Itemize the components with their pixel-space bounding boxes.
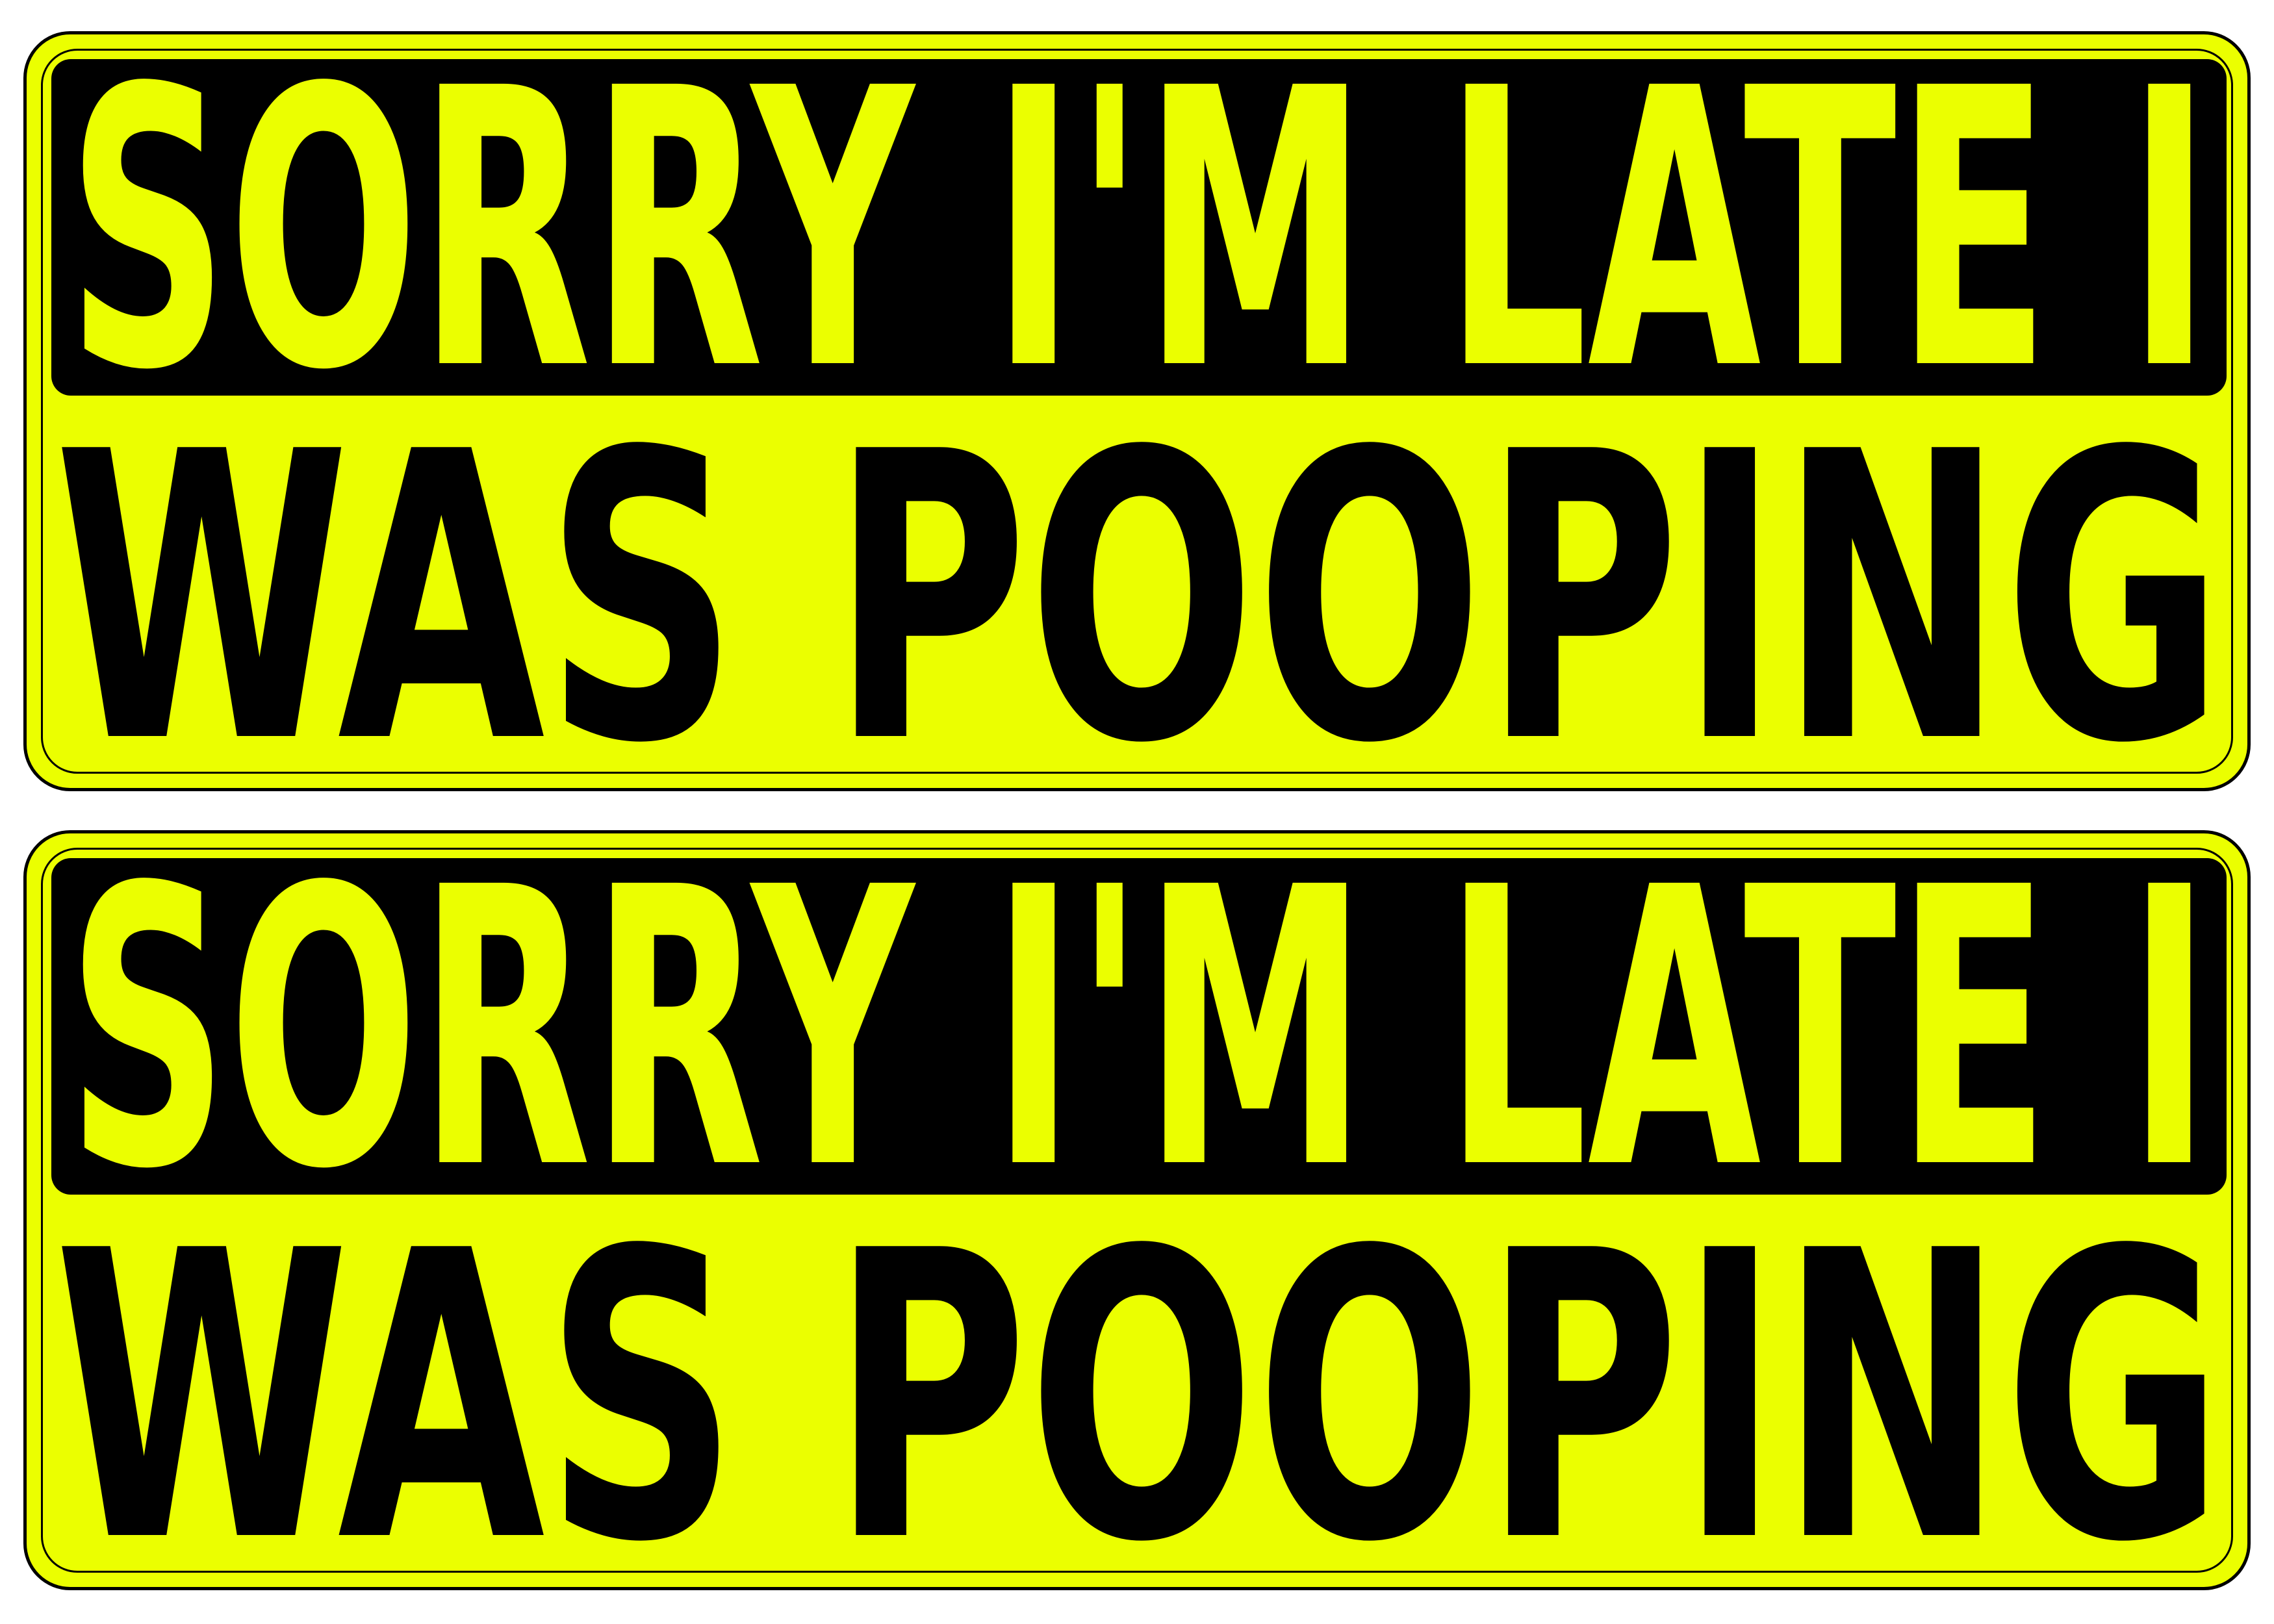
sticker-line-2: WAS POOPING bbox=[54, 1167, 2224, 1624]
sticker-line-2: WAS POOPING bbox=[54, 368, 2224, 830]
sticker-line-2-graphic bbox=[51, 1167, 2227, 1624]
sticker-line-1-graphic bbox=[64, 807, 2214, 1253]
sticker-line-1: SORRY I'M LATE I bbox=[67, 8, 2211, 454]
sticker-line-1-graphic bbox=[64, 8, 2214, 454]
sticker-top bbox=[23, 8, 2251, 830]
sticker-bottom bbox=[23, 807, 2251, 1624]
sticker-line-1: SORRY I'M LATE I bbox=[67, 807, 2211, 1253]
black-band bbox=[51, 8, 2227, 454]
sticker-line-2-graphic bbox=[51, 368, 2227, 830]
black-band bbox=[51, 807, 2227, 1253]
